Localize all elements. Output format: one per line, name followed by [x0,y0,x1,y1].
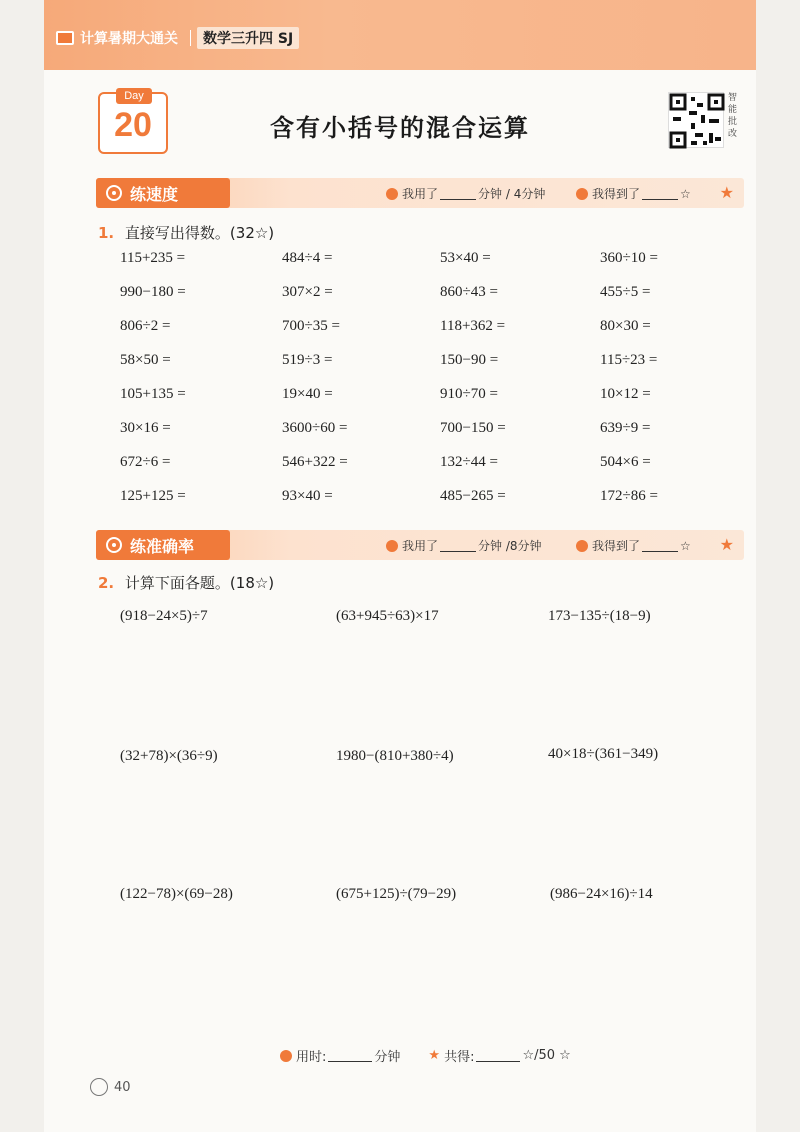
section-speed-label: 练速度 [130,184,179,204]
calc-item: 806÷2 = [120,318,171,334]
calc-item: 58×50 = [120,352,171,368]
expression-item: (675+125)÷(79−29) [336,886,457,902]
expression-item: (918−24×5)÷7 [120,608,208,624]
worksheet-page [44,0,756,1132]
stopwatch-icon [106,185,122,201]
grade-label: 数学三升四 SJ [197,27,299,49]
calc-item: 672÷6 = [120,454,171,470]
calc-item: 19×40 = [282,386,333,402]
calc-item: 455÷5 = [600,284,651,300]
page-number [90,1078,131,1096]
calc-item: 639÷9 = [600,420,651,436]
table-row [120,352,720,374]
time-suffix: 分钟 /8分钟 [478,539,542,553]
footer-time-blank[interactable] [328,1050,372,1062]
expression-item: (986−24×16)÷14 [550,886,653,902]
calc-item: 360÷10 = [600,250,658,266]
expression-item: 40×18÷(361−349) [548,746,659,762]
table-row [120,454,720,476]
flame-icon [280,1050,292,1062]
table-row [120,318,720,340]
table-row [120,386,720,408]
footer-time [280,1046,400,1065]
calc-item: 10×12 = [600,386,651,402]
calc-item: 30×16 = [120,420,171,436]
flame-icon [386,188,398,200]
series-header [56,26,299,50]
footer-total-label: 共得: [444,1050,475,1065]
calc-item: 115+235 = [120,250,186,266]
calc-item: 546+322 = [282,454,348,470]
check-icon [576,188,588,200]
expression-item: (122−78)×(69−28) [120,886,233,902]
section-accuracy-label: 练准确率 [130,536,195,556]
calc-item: 519÷3 = [282,352,333,368]
day-number: 20 [114,106,152,144]
flame-icon [386,540,398,552]
footer-total-suffix: ☆/50 ☆ [522,1048,571,1063]
section-speed-score [576,185,691,202]
calc-item: 118+362 = [440,318,506,334]
question-1 [98,222,274,243]
score-suffix: ☆ [680,538,691,553]
calc-item: 3600÷60 = [282,420,348,436]
page-title: 含有小括号的混合运算 [270,114,530,142]
calc-item: 150−90 = [440,352,499,368]
section-speed-tag [96,178,230,208]
table-row [120,420,720,442]
qr-side-text: 智能批改 [728,93,738,139]
calc-item: 700−150 = [440,420,506,436]
calc-item: 93×40 = [282,488,333,504]
divider [190,30,191,46]
section-accuracy-score [576,537,691,554]
book-icon [56,31,74,45]
qr-code[interactable] [668,92,724,148]
calc-item: 125+125 = [120,488,186,504]
question-2-number: 2. [98,574,115,592]
time-prefix: 我用了 [402,187,439,201]
check-icon [576,540,588,552]
day-label: Day [116,88,152,104]
calc-item: 53×40 = [440,250,491,266]
question-1-text: 直接写出得数。(32☆) [124,224,275,242]
score-blank[interactable] [642,540,678,552]
question-2 [98,572,274,593]
calc-item: 132÷44 = [440,454,498,470]
footer-time-unit: 分钟 [374,1050,401,1065]
calc-item: 504×6 = [600,454,651,470]
calc-item: 115÷23 = [600,352,658,368]
calc-item: 860÷43 = [440,284,498,300]
section-speed-bar [96,178,744,208]
expression-item: (32+78)×(36÷9) [120,748,218,764]
star-icon: ★ [719,535,734,554]
question-1-number: 1. [98,224,115,242]
footer-time-label: 用时: [296,1050,327,1065]
time-blank[interactable] [440,540,476,552]
calc-item: 80×30 = [600,318,651,334]
table-row [120,488,720,510]
question-2-text: 计算下面各题。(18☆) [124,574,275,592]
footer-summary [280,1046,599,1065]
section-accuracy-time [386,537,542,554]
calc-item: 105+135 = [120,386,186,402]
calc-item: 990−180 = [120,284,186,300]
section-accuracy-tag [96,530,230,560]
day-badge [98,92,168,154]
score-prefix: 我得到了 [592,187,641,201]
table-row [120,250,720,272]
calc-item: 485−265 = [440,488,506,504]
calc-item: 484÷4 = [282,250,333,266]
table-row [120,284,720,306]
time-suffix: 分钟 / 4分钟 [478,187,546,201]
calc-item: 910÷70 = [440,386,498,402]
star-icon: ★ [428,1048,441,1063]
calc-item: 700÷35 = [282,318,340,334]
score-prefix: 我得到了 [592,539,641,553]
time-blank[interactable] [440,188,476,200]
page-number-text: 40 [114,1079,131,1095]
target-icon [106,537,122,553]
star-icon: ★ [719,183,734,202]
expression-item: (63+945÷63)×17 [336,608,439,624]
calc-item: 172÷86 = [600,488,658,504]
section-speed-time [386,185,545,202]
sun-icon [90,1078,108,1096]
score-suffix: ☆ [680,186,691,201]
expression-item: 1980−(810+380÷4) [336,748,454,764]
expression-item: 173−135÷(18−9) [548,608,651,624]
calc-item: 307×2 = [282,284,333,300]
section-accuracy-bar [96,530,744,560]
time-prefix: 我用了 [402,539,439,553]
series-title: 计算暑期大通关 [80,31,178,47]
footer-total-blank[interactable] [476,1050,520,1062]
score-blank[interactable] [642,188,678,200]
footer-total [428,1046,570,1065]
